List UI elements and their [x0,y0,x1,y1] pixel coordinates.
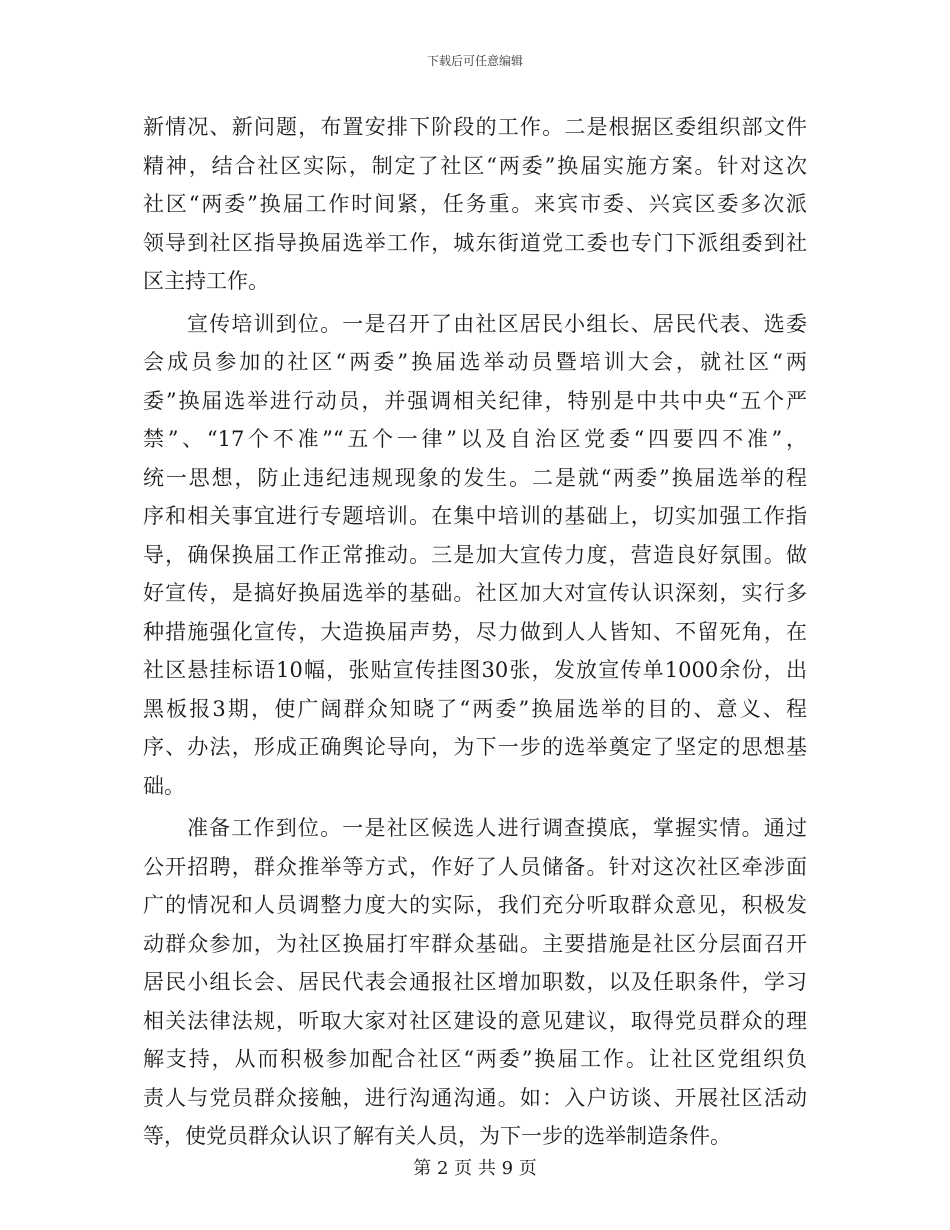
text-line: 础。 [143,773,185,798]
paragraph [143,108,807,301]
text-line: 社区悬挂标语10幅，张贴宣传挂图30张，发放宣传单1000余份，出 [143,658,807,682]
document-body [143,108,807,1156]
text-line: 居民小组长会、居民代表会通报社区增加职数，以及任职条件，学习 [143,970,807,994]
text-line: 相关法律法规，听取大家对社区建设的意见建议，取得党员群众的理 [143,1008,807,1033]
text-line: 统一思想，防止违纪违规现象的发生。二是就“两委”换届选举的程 [143,465,807,490]
text-line: 委”换届选举进行动员，并强调相关纪律，特别是中共中央“五个严 [143,388,807,413]
text-line: 动群众参加，为社区换届打牢群众基础。主要措施是社区分层面召开 [143,931,807,956]
text-line: 导，确保换届工作正常推动。三是加大宣传力度，营造良好氛围。做 [143,542,807,567]
text-line: 等，使党员群众认识了解有关人员，为下一步的选举制造条件。 [143,1124,731,1148]
text-line: 准备工作到位。一是社区候选人进行调查摸底，掌握实情。通过 [187,816,807,840]
text-line: 责人与党员群众接触，进行沟通沟通。如：入户访谈、开展社区活动 [143,1085,807,1110]
text-line: 宣传培训到位。一是召开了由社区居民小组长、居民代表、选委 [187,311,807,336]
text-line: 解支持，从而积极参加配合社区“两委”换届工作。让社区党组织负 [143,1047,807,1071]
text-line: 广的情况和人员调整力度大的实际，我们充分听取群众意见，积极发 [143,893,807,917]
text-line: 序、办法，形成正确舆论导向，为下一步的选举奠定了坚定的思想基 [143,735,807,759]
text-line: 种措施强化宣传，大造换届声势，尽力做到人人皆知、不留死角，在 [143,619,807,644]
paragraph [143,305,807,806]
paragraph [143,809,807,1156]
page-number: 第 2 页 共 9 页 [413,1158,537,1179]
text-line: 精神，结合社区实际，制定了社区“两委”换届实施方案。针对这次 [143,153,807,178]
text-line: 黑板报3期，使广阔群众知晓了“两委”换届选举的目的、意义、程 [143,696,807,721]
text-line: 公开招聘，群众推举等方式，作好了人员储备。针对这次社区牵涉面 [143,854,807,879]
text-line: 社区“两委”换届工作时间紧，任务重。来宾市委、兴宾区委多次派 [143,192,807,216]
text-line: 领导到社区指导换届选举工作，城东街道党工委也专门下派组委到社 [143,230,807,255]
header-note: 下载后可任意编辑 [426,54,523,68]
text-line: 区主持工作。 [143,269,269,293]
text-line: 会成员参加的社区“两委”换届选举动员暨培训大会，就社区“两 [143,350,807,374]
text-line: 好宣传，是搞好换届选举的基础。社区加大对宣传认识深刻，实行多 [143,581,807,605]
text-line: 新情况、新问题，布置安排下阶段的工作。二是根据区委组织部文件 [143,115,807,139]
text-line: 禁”、“17个不准”“五个一律”以及自治区党委“四要四不准”， [143,427,807,451]
text-line: 序和相关事宜进行专题培训。在集中培训的基础上，切实加强工作指 [143,504,807,528]
